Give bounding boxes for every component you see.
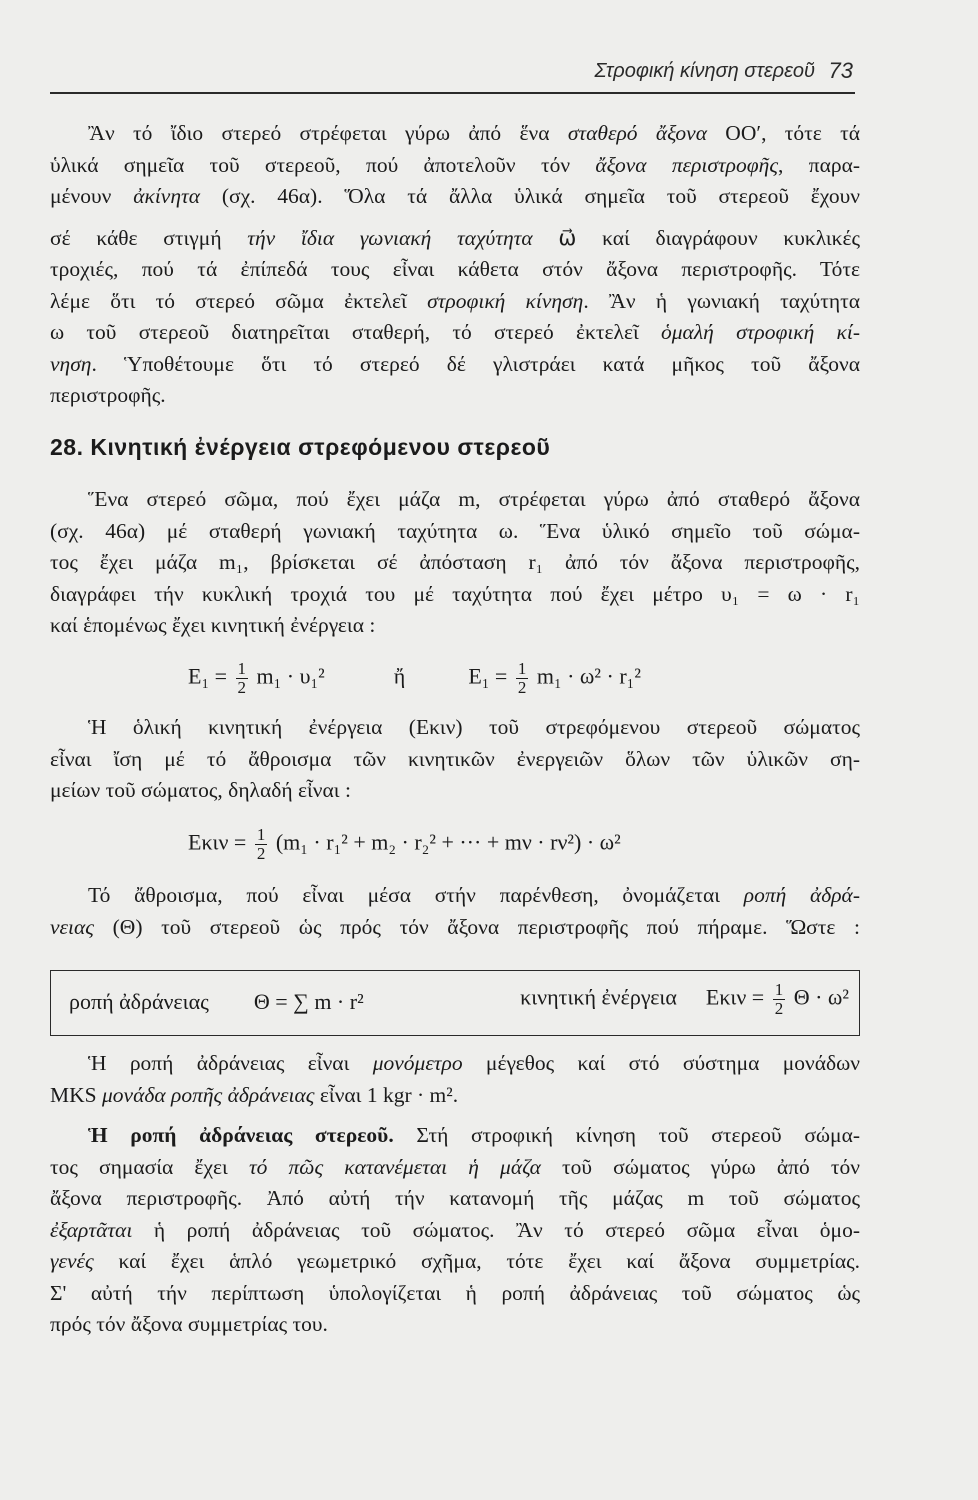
text-line: σέ κάθε στιγμή τήν ἴδια γωνιακή ταχύτητα ω⃗ καί διαγράφουν κυκλικές xyxy=(50,225,861,250)
text-line: ὑλικά σημεῖα τοῦ στερεοῦ, πού ἀποτελοῦν τόν ἄξονα περιστροφῆς, παρα- xyxy=(50,152,861,177)
text-line: διαγράφει τήν κυκλική τροχιά του μέ ταχύτητα πού ἔχει μέτρο υ₁ = ω · r₁ xyxy=(50,581,860,606)
text-line: τροχιές, πού τά ἐπίπεδά τους εἶναι κάθετα στόν ἄξονα περιστροφῆς. Τότε xyxy=(50,257,860,281)
chapter-title: Στροφική κίνηση στερεοῦ xyxy=(594,60,815,82)
fraction: $\frac{1}{2}$ xyxy=(774,980,784,1018)
text-line: MKS μονάδα ροπῆς ἀδράνειας εἶναι 1 kgr · m². xyxy=(50,1082,459,1107)
text-line: μένουν ἀκίνητα (σχ. 46α). Ὅλα τά ἄλλα ὑλικά σημεῖα τοῦ στερεοῦ ἔχουν xyxy=(50,184,860,208)
fraction: $\frac{1}{2}$ xyxy=(256,825,266,863)
text-line: νηση. Ὑποθέτουμε ὅτι τό στερεό δέ γλιστράει κατά μῆκος τοῦ ἄξονα xyxy=(50,351,860,376)
text-line: τος ἔχει μάζα m₁, βρίσκεται σέ ἀπόσταση r₁ ἀπό τόν ἄξονα περιστροφῆς, xyxy=(50,550,860,574)
moment-of-inertia-formula: ροπή ἀδράνειας Θ = ∑ m · r² xyxy=(69,989,364,1014)
text-line: τος σημασία ἔχει τό πῶς κατανέμεται ἡ μάζα τοῦ σώματος γύρω ἀπό τόν xyxy=(50,1154,860,1179)
text-line: Ἡ ροπή ἀδράνειας στερεοῦ. Στή στροφική κίνηση τοῦ στερεοῦ σώμα- xyxy=(88,1123,861,1147)
text-line: λέμε ὅτι τό στερεό σῶμα ἐκτελεῖ στροφική κίνηση. Ἂν ἡ γωνιακή ταχύτητα xyxy=(50,288,860,313)
text-line: καί ἑπομένως ἔχει κινητική ἐνέργεια : xyxy=(50,613,376,637)
running-header xyxy=(50,52,855,94)
section-heading: 28. Κινητική ἐνέργεια στρεφόμενου στερεοῦ xyxy=(50,434,551,460)
paragraph-kinetic-energy xyxy=(50,484,860,642)
fraction: $\frac{1}{2}$ xyxy=(237,659,247,697)
page-number: 73 xyxy=(828,58,853,83)
text-line: Ἂν τό ἴδιο στερεό στρέφεται γύρω ἀπό ἕνα σταθερό ἄξονα ΟΟ′, τότε τά xyxy=(88,121,861,145)
rotational-energy-formula: κινητική ἐνέργεια Eκιν = $\frac{1}{2}$ Θ · ω² xyxy=(520,980,849,1018)
text-line: εἶναι ἴση μέ τό ἄθροισμα τῶν κινητικῶν ἐνεργειῶν ὅλων τῶν ὑλικῶν ση- xyxy=(50,746,860,771)
text-line: πρός τόν ἄξονα συμμετρίας του. xyxy=(50,1312,328,1336)
text-line: ω τοῦ στερεοῦ διατηρεῖται σταθερή, τό στερεό ἐκτελεῖ ὁμαλή στροφική κί- xyxy=(50,320,861,344)
text-line: μείων τοῦ σώματος, δηλαδή εἶναι : xyxy=(50,778,351,802)
paragraph-moment-definition xyxy=(50,880,860,943)
paragraph-units xyxy=(50,1048,860,1111)
text-line: Τό ἄθροισμα, πού εἶναι μέσα στήν παρένθεση, ὀνομάζεται ροπή ἀδρά- xyxy=(88,883,860,907)
paragraph-total-energy xyxy=(50,712,860,807)
paragraph-moment-of-inertia-solid xyxy=(50,1120,860,1341)
text-line: ἄξονα περιστροφῆς. Ἀπό αὐτή τήν κατανομή τῆς μάζας m τοῦ σώματος xyxy=(50,1186,860,1210)
text-line: γενές καί ἔχει ἁπλό γεωμετρικό σχῆμα, τότε ἔχει καί ἄξονα συμμετρίας. xyxy=(50,1249,860,1273)
text-line: Σ' αὐτή τήν περίπτωση ὑπολογίζεται ἡ ροπή ἀδράνειας τοῦ σώματος ὡς xyxy=(50,1280,860,1305)
text-line: περιστροφῆς. xyxy=(50,383,166,407)
fraction: $\frac{1}{2}$ xyxy=(517,659,527,697)
text-line: Ἡ ὁλική κινητική ἐνέργεια (Eκιν) τοῦ στρεφόμενου στερεοῦ σώματος xyxy=(88,715,860,739)
text-line: Ἡ ροπή ἀδράνειας εἶναι μονόμετρο μέγεθος καί στό σύστημα μονάδων xyxy=(88,1051,860,1075)
formula-point-energy: E₁ = $\frac{1}{2}$ m₁ · υ₁² ἤ E₁ = $\frac{1}{2}$ m₁ · ω² · r₁² xyxy=(188,659,641,697)
text-line: ἐξαρτᾶται ἡ ροπή ἀδράνειας τοῦ σώματος. Ἂν τό στερεό σῶμα εἶναι ὁμο- xyxy=(50,1217,860,1242)
bold-lead: Ἡ ροπή ἀδράνειας στερεοῦ. xyxy=(88,1123,394,1147)
text-line: (σχ. 46α) μέ σταθερή γωνιακή ταχύτητα ω. Ἕνα ὑλικό σημεῖο τοῦ σώμα- xyxy=(50,518,860,543)
formula-total-energy: Eκιν = $\frac{1}{2}$ (m₁ · r₁² + m₂ · r₂² + ··· + mν · rν²) · ω² xyxy=(188,825,621,863)
text-line: Ἕνα στερεό σῶμα, πού ἔχει μάζα m, στρέφεται γύρω ἀπό σταθερό ἄξονα xyxy=(88,487,860,511)
paragraph-rigid-rotation xyxy=(50,118,860,412)
text-line: νειας (Θ) τοῦ στερεοῦ ὡς πρός τόν ἄξονα περιστροφῆς πού πήραμε. Ὥστε : xyxy=(50,914,860,939)
boxed-definitions xyxy=(50,970,860,1036)
